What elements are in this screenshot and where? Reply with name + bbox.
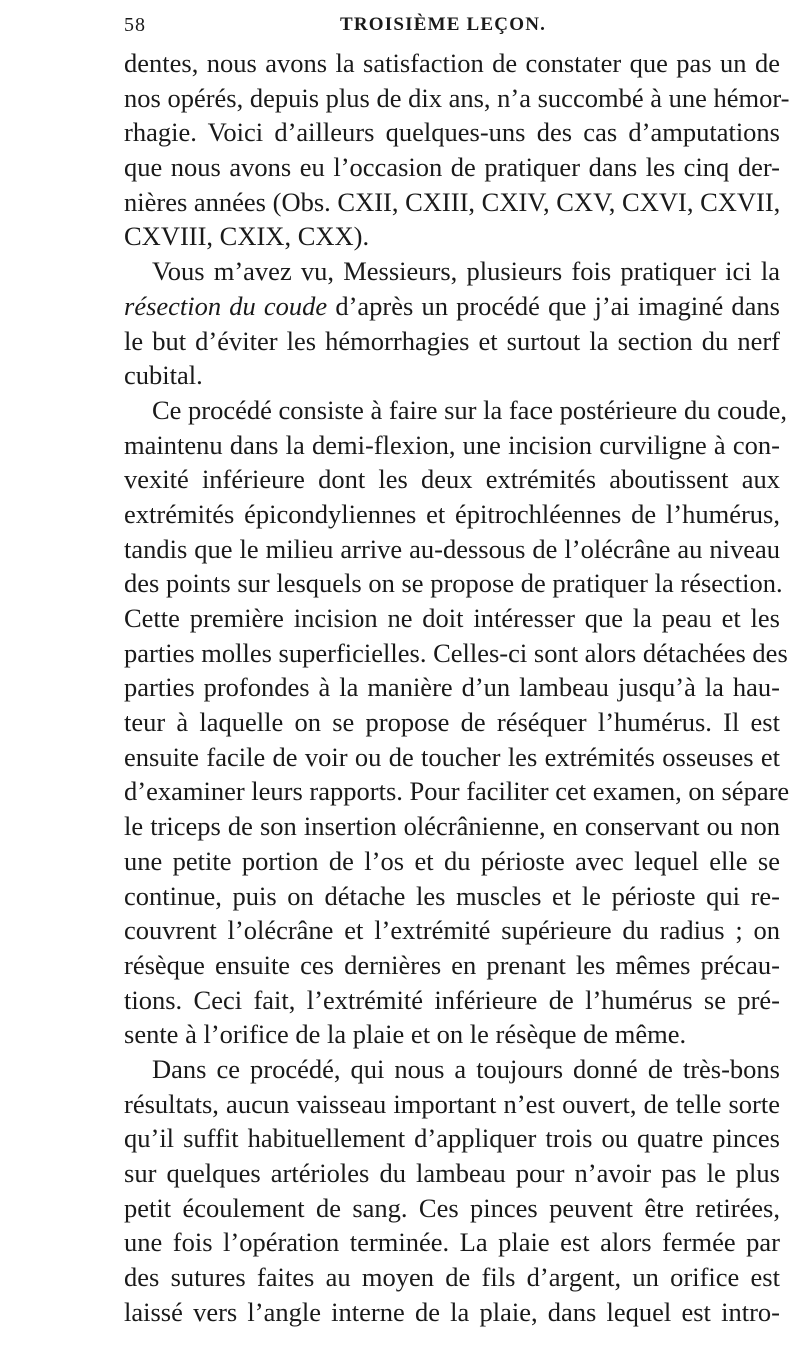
- text-line: une fois l’opération terminée. La plaie est alors fermée par: [124, 1227, 780, 1258]
- text-line: nières années (Obs. CXII, CXIII, CXIV, CXV, CXVI, CXVII,: [124, 186, 781, 217]
- text-line: tandis que le milieu arrive au-dessous de l’olécrâne au niveau: [124, 533, 780, 564]
- text-line: [124, 289, 780, 324]
- text-line: Vous m’avez vu, Messieurs, plusieurs fois pratiquer ici la: [152, 256, 780, 287]
- text-line: Cette première incision ne doit intéresser que la peau et les: [124, 603, 780, 633]
- text-line: rhagie. Voici d’ailleurs quelques-uns des cas d’amputations: [124, 117, 780, 148]
- text-line: une petite portion de l’os et du périoste avec lequel elle se: [124, 845, 780, 876]
- text-line: Ce procédé consiste à faire sur la face postérieure du coude,: [152, 394, 787, 425]
- text-line: Dans ce procédé, qui nous a toujours donné de très-bons: [152, 1053, 780, 1084]
- page-number: 58: [124, 14, 146, 36]
- text-line: maintenu dans la demi-flexion, une incision curviligne à con-: [124, 429, 780, 460]
- text-line: ensuite facile de voir ou de toucher les extrémités osseuses et: [124, 741, 780, 772]
- text-line: teur à laquelle on se propose de réséquer l’humérus. Il est: [124, 707, 780, 738]
- text-line: dentes, nous avons la satisfaction de constater que pas un de: [124, 48, 780, 78]
- text-line: extrémités épicondyliennes et épitrochléennes de l’humérus,: [124, 498, 780, 529]
- text-line: le triceps de son insertion olécrânienne, en conservant ou non: [124, 811, 780, 842]
- running-title: TROISIÈME LEÇON.: [340, 14, 547, 35]
- text-line: des points sur lesquels on se propose de pratiquer la résection.: [124, 568, 783, 599]
- text-line: sente à l’orifice de la plaie et on le résèque de même.: [124, 1019, 687, 1050]
- text-line: résèque ensuite ces dernières en prenant les mêmes précau-: [124, 949, 780, 980]
- text-line: parties molles superficielles. Celles-ci sont alors détachées des: [124, 637, 788, 668]
- text-line: nos opérés, depuis plus de dix ans, n’a succombé à une hémor-: [124, 82, 790, 113]
- text-line: le but d’éviter les hémorrhagies et surtout la section du nerf: [124, 325, 780, 356]
- text-line: qu’il suffit habituellement d’appliquer trois ou quatre pinces: [124, 1123, 780, 1154]
- text-line: CXVIII, CXIX, CXX).: [124, 221, 370, 252]
- text-line: résultats, aucun vaisseau important n’est ouvert, de telle sorte: [124, 1088, 780, 1119]
- italic-term: résection du coude: [124, 290, 328, 321]
- body-text: [124, 46, 790, 1329]
- text-line: des sutures faites au moyen de fils d’argent, un orifice est: [124, 1262, 780, 1293]
- text-line: couvrent l’olécrâne et l’extrémité supérieure du radius ; on: [124, 915, 780, 946]
- text-line: parties profondes à la manière d’un lambeau jusqu’à la hau-: [124, 672, 780, 703]
- text-line: petit écoulement de sang. Ces pinces peuvent être retirées,: [124, 1192, 780, 1223]
- text-line: laissé vers l’angle interne de la plaie, dans lequel est intro-: [124, 1296, 780, 1327]
- text-line: que nous avons eu l’occasion de pratiquer dans les cinq der-: [124, 152, 780, 183]
- text-line: continue, puis on détache les muscles et le périoste qui re-: [124, 880, 780, 911]
- text-line: vexité inférieure dont les deux extrémités aboutissent aux: [124, 464, 780, 495]
- text-line: cubital.: [124, 360, 203, 391]
- text-line: d’examiner leurs rapports. Pour faciliter cet examen, on sépare: [124, 776, 790, 807]
- text-line: sur quelques artérioles du lambeau pour n’avoir pas le plus: [124, 1158, 780, 1188]
- text-line: tions. Ceci fait, l’extrémité inférieure de l’humérus se pré-: [124, 984, 780, 1015]
- running-head: [124, 8, 774, 42]
- text-fragment: d’après un procédé que j’ai imaginé dans: [327, 290, 780, 321]
